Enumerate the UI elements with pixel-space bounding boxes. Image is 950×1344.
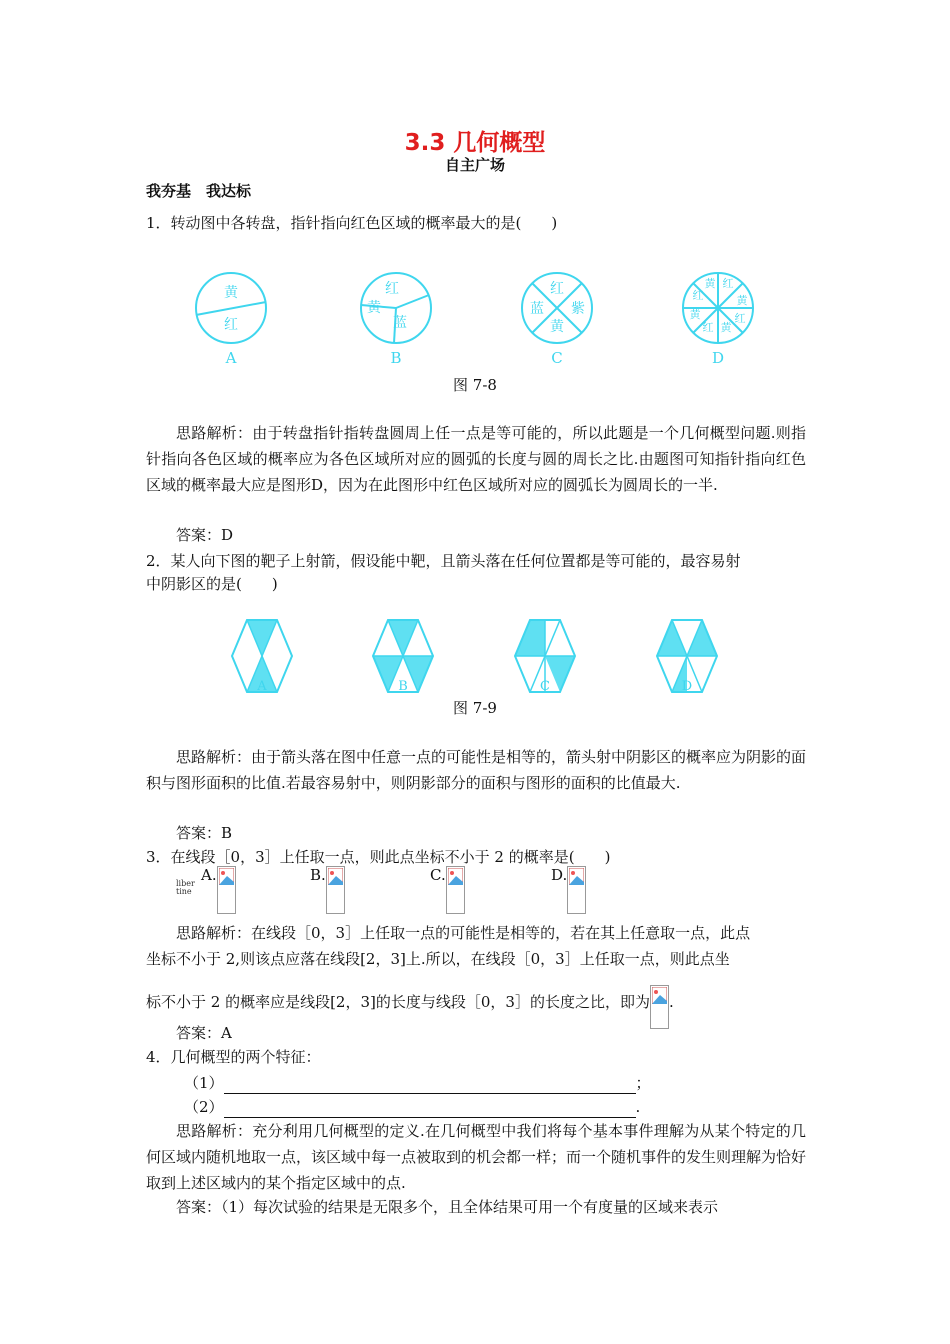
broken-image-icon — [567, 866, 586, 914]
q3-analysis-line2: 坐标不小于 2,则该点应落在线段[2，3]上.所以，在线段［0，3］上任取一点，则此点坐 — [146, 950, 730, 968]
letter-d: D — [711, 349, 725, 367]
letter-2b-b: B — [398, 679, 408, 694]
page-title: 3.3 几何概型 — [404, 130, 546, 156]
q3-analysis-line3-text: 标不小于 2 的概率应是线段[2，3]的长度与线段［0，3］的长度之比，即为 — [146, 993, 650, 1011]
option-a — [201, 866, 236, 914]
q3-answer: 答案：A — [176, 1024, 232, 1042]
label-d-3: 红 — [692, 289, 704, 302]
broken-glyph: liber tine — [176, 879, 195, 896]
blank-2-suffix: . — [635, 1098, 641, 1116]
blank-1-prefix: （1） — [184, 1074, 224, 1092]
label-d-8: 黄 — [720, 321, 732, 334]
q2-question-line2: 中阴影区的是( ) — [146, 575, 278, 593]
q3-analysis-line1: 思路解析：在线段［0，3］上任取一点的可能性是相等的，若在其上任意取一点，此点 — [176, 924, 751, 942]
letter-b: B — [390, 349, 402, 367]
option-b-label: B. — [310, 866, 326, 884]
label-d-1: 黄 — [704, 277, 716, 290]
option-a-label: A. — [201, 866, 217, 884]
q3-question: 3．在线段［0，3］上任取一点，则此点坐标不小于 2 的概率是( ) — [146, 848, 611, 866]
label-c-1: 红 — [550, 281, 564, 297]
q4-answer: 答案：（1）每次试验的结果是无限多个，且全体结果可用一个有度量的区域来表示 — [176, 1198, 719, 1216]
label-a-1: 黄 — [224, 285, 238, 301]
letter-c: C — [551, 349, 563, 367]
q2-letters — [225, 676, 725, 696]
letter-2b-a: A — [257, 679, 267, 694]
option-c — [430, 866, 465, 914]
page-subtitle: 自主广场 — [444, 156, 505, 174]
broken-image-icon — [446, 866, 465, 914]
q3-analysis-end: . — [668, 993, 674, 1011]
q1-question: 1．转动图中各转盘，指针指向红色区域的概率最大的是( ) — [146, 214, 558, 232]
q2-question-line1: 2．某人向下图的靶子上射箭，假设能中靶，且箭头落在任何位置都是等可能的，最容易射 — [146, 552, 741, 570]
q4-question: 4．几何概型的两个特征： — [146, 1048, 321, 1066]
q2-answer: 答案：B — [176, 824, 233, 842]
letter-a: A — [225, 349, 237, 367]
q4-analysis: 思路解析：充分利用几何概型的定义.在几何概型中我们将每个基本事件理解为从某个特定的几何区域内随机地取一点，该区域中每一点被取到的机会都一样；而一个随机事件的发生则理解为恰好取到上述区域内的某个指定区域中的点. — [146, 1122, 807, 1192]
label-d-5: 黄 — [689, 308, 701, 321]
blank-1-line — [224, 1077, 636, 1094]
option-b — [310, 866, 345, 914]
label-b-3: 蓝 — [393, 315, 407, 331]
broken-image-icon — [650, 985, 669, 1029]
label-c-2: 蓝 — [530, 301, 544, 317]
figure-caption-7-8: 图 7-8 — [453, 376, 497, 394]
letter-2b-d: D — [681, 679, 693, 694]
broken-image-icon — [326, 866, 345, 914]
q1-spinner-figure — [180, 265, 760, 370]
label-b-1: 红 — [385, 281, 399, 297]
blank-2-line — [224, 1101, 636, 1118]
label-a-2: 红 — [224, 317, 238, 333]
blank-2-prefix: （2） — [184, 1098, 224, 1116]
label-d-4: 黄 — [736, 294, 748, 307]
section-heading: 我夯基 我达标 — [146, 182, 252, 200]
option-d-label: D. — [551, 866, 568, 884]
q1-answer: 答案：D — [176, 526, 234, 544]
label-c-3: 紫 — [571, 301, 585, 317]
option-d — [551, 866, 586, 914]
label-d-6: 红 — [734, 312, 746, 325]
blank-1-suffix: ； — [635, 1074, 651, 1092]
q4-blank-1 — [184, 1072, 651, 1094]
label-b-2: 黄 — [367, 300, 381, 316]
letter-2b-c: C — [540, 679, 550, 694]
q2-analysis: 思路解析：由于箭头落在图中任意一点的可能性是相等的，箭头射中阴影区的概率应为阴影的面积与图形面积的比值.若最容易射中，则阴影部分的面积与图形的面积的比值最大. — [146, 748, 807, 792]
q4-blank-2 — [184, 1096, 640, 1118]
q1-analysis: 思路解析：由于转盘指针指转盘圆周上任一点是等可能的，所以此题是一个几何概型问题.则指针指向各色区域的概率应为各色区域所对应的圆弧的长度与圆的周长之比.由题图可知指针指向红色区域的概率最大应是图形D，因为在此图形中红色区域所对应的圆弧长为圆周长的一半. — [146, 424, 806, 494]
broken-image-icon — [217, 866, 236, 914]
option-c-label: C. — [430, 866, 446, 884]
figure-caption-7-9: 图 7-9 — [453, 699, 497, 717]
label-c-4: 黄 — [550, 319, 564, 335]
label-d-7: 红 — [702, 321, 714, 334]
label-d-2: 红 — [722, 277, 734, 290]
